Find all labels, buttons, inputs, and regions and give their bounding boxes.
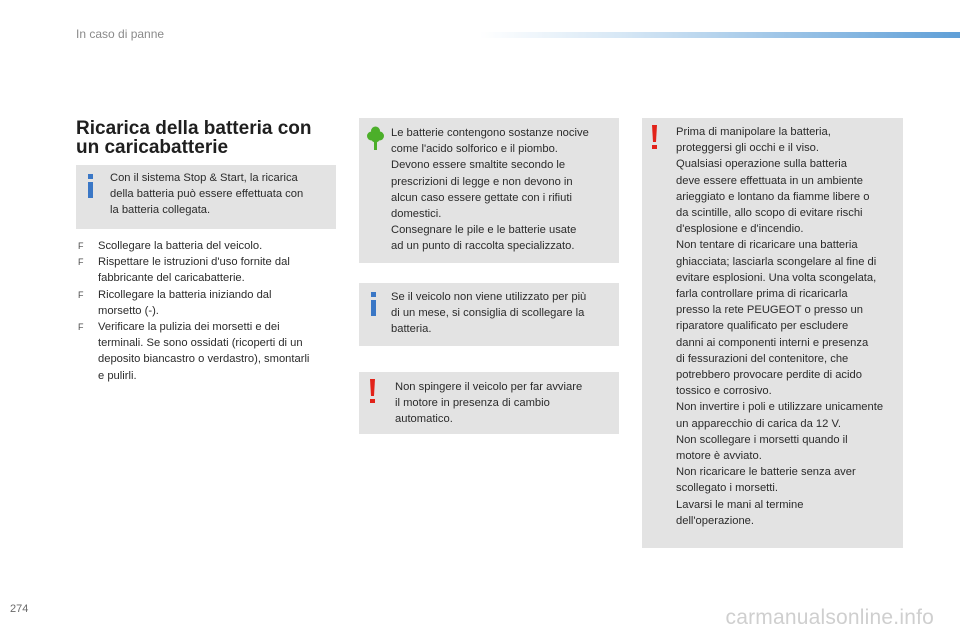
info-text-line: Se il veicolo non viene utilizzato per più xyxy=(391,291,587,303)
info-text-line: della batteria può essere effettuata con xyxy=(110,188,304,201)
page-title xyxy=(76,119,346,157)
page-number: 274 xyxy=(10,603,29,615)
info-text-line: di un mese, si consiglia di scollegare la xyxy=(391,307,585,320)
step-marker: F xyxy=(78,289,84,300)
info-box-long-storage xyxy=(359,283,619,346)
warning-text-line: Qualsiasi operazione sulla batteria xyxy=(676,158,848,171)
page-title-line: un caricabatterie xyxy=(76,137,229,158)
warning-text-line: Non scollegare i morsetti quando il xyxy=(676,433,848,446)
environment-text-line: alcun caso essere gettate con i rifiuti xyxy=(391,191,572,204)
warning-text-line: danni ai componenti interni e presenza xyxy=(676,336,869,349)
info-text-line: la batteria collegata. xyxy=(110,204,211,217)
page-title-line: Ricarica della batteria con xyxy=(76,118,312,139)
list-item: F Rispettare le istruzioni d'uso fornite dal fabbricante del caricabatterie. xyxy=(78,256,290,285)
tree-icon xyxy=(367,126,384,151)
warning-text-line: d'esplosione e d'incendio. xyxy=(676,223,804,236)
list-item: F Ricollegare la batteria iniziando dal morsetto (-). xyxy=(78,288,272,317)
warning-text-line: Non spingere il veicolo per far avviare xyxy=(395,381,583,393)
warning-text-line: tossico e corrosivo. xyxy=(676,385,772,398)
warning-box-push-start xyxy=(359,372,619,434)
environment-text-line: Devono essere smaltite secondo le xyxy=(391,159,566,172)
step-marker: F xyxy=(78,241,84,251)
environment-text-line: ad un punto di raccolta specializzato. xyxy=(391,240,575,253)
step-marker: F xyxy=(78,322,84,333)
environment-text-line: Consegnare le pile e le batterie usate xyxy=(391,224,577,237)
environment-text-line: come l'acido solforico e il piombo. xyxy=(391,143,558,156)
warning-text-line: potrebbero provocare perdite di acido xyxy=(676,369,862,382)
warning-text-line: presso la rete PEUGEOT o presso un xyxy=(676,304,863,317)
warning-text-line: il motore in presenza di cambio xyxy=(395,397,550,410)
warning-text-line: evitare esplosioni. Una volta scongelata, xyxy=(676,271,877,284)
warning-text-line: di fessurazioni del contenitore, che xyxy=(676,352,849,365)
warning-text-line: arieggiato e lontano da fiamme libere o xyxy=(676,190,870,203)
warning-text-line: automatico. xyxy=(395,413,453,426)
warning-text-line: dell'operazione. xyxy=(676,514,755,527)
warning-text-line: un apparecchio di carica da 12 V. xyxy=(676,417,842,430)
warning-text-line: proteggersi gli occhi e il viso. xyxy=(676,142,820,155)
warning-text-line: Non invertire i poli e utilizzare unicamente xyxy=(676,401,884,414)
warning-text-line: Non ricaricare le batterie senza aver xyxy=(676,466,856,479)
warning-box-battery-handling xyxy=(642,118,903,548)
warning-text-line: scollegato i morsetti. xyxy=(676,482,778,495)
info-text-line: batteria. xyxy=(391,323,432,336)
warning-text-line: Lavarsi le mani al termine xyxy=(676,498,804,511)
list-item: F Verificare la pulizia dei morsetti e dei terminali. Se sono ossidati (ricoperti di un deposito biancastro o verdastro), smontarli e pulirli. xyxy=(78,321,310,382)
watermark: carmanualsonline.info xyxy=(725,606,934,629)
warning-text-line: da scintille, allo scopo di evitare rischi xyxy=(676,207,863,220)
warning-text-line: ghiacciata; lasciarla scongelare al fine di xyxy=(676,255,877,268)
environment-box xyxy=(359,118,619,263)
list-item: F Scollegare la batteria del veicolo. xyxy=(76,238,338,254)
warning-text-line: riparatore qualificato per escludere xyxy=(676,320,849,333)
info-text-line: Con il sistema Stop & Start, la ricarica xyxy=(110,172,298,184)
environment-text-line: domestici. xyxy=(391,208,442,221)
step-marker: F xyxy=(78,257,84,268)
header-accent-bar xyxy=(480,32,960,38)
steps-list xyxy=(76,238,338,384)
environment-text-line: Le batterie contengono sostanze nocive xyxy=(391,127,589,139)
info-box-stop-start xyxy=(76,165,336,229)
warning-text-line: farla controllare prima di ricaricarla xyxy=(676,288,848,301)
warning-text-line: motore è avviato. xyxy=(676,450,762,463)
warning-text-line: deve essere effettuata in un ambiente xyxy=(676,174,864,187)
warning-text-line: Prima di manipolare la batteria, xyxy=(676,126,831,138)
environment-text-line: prescrizioni di legge e non devono in xyxy=(391,175,573,188)
warning-text-line: Non tentare di ricaricare una batteria xyxy=(676,239,858,252)
header-section-title: In caso di panne xyxy=(76,27,165,41)
